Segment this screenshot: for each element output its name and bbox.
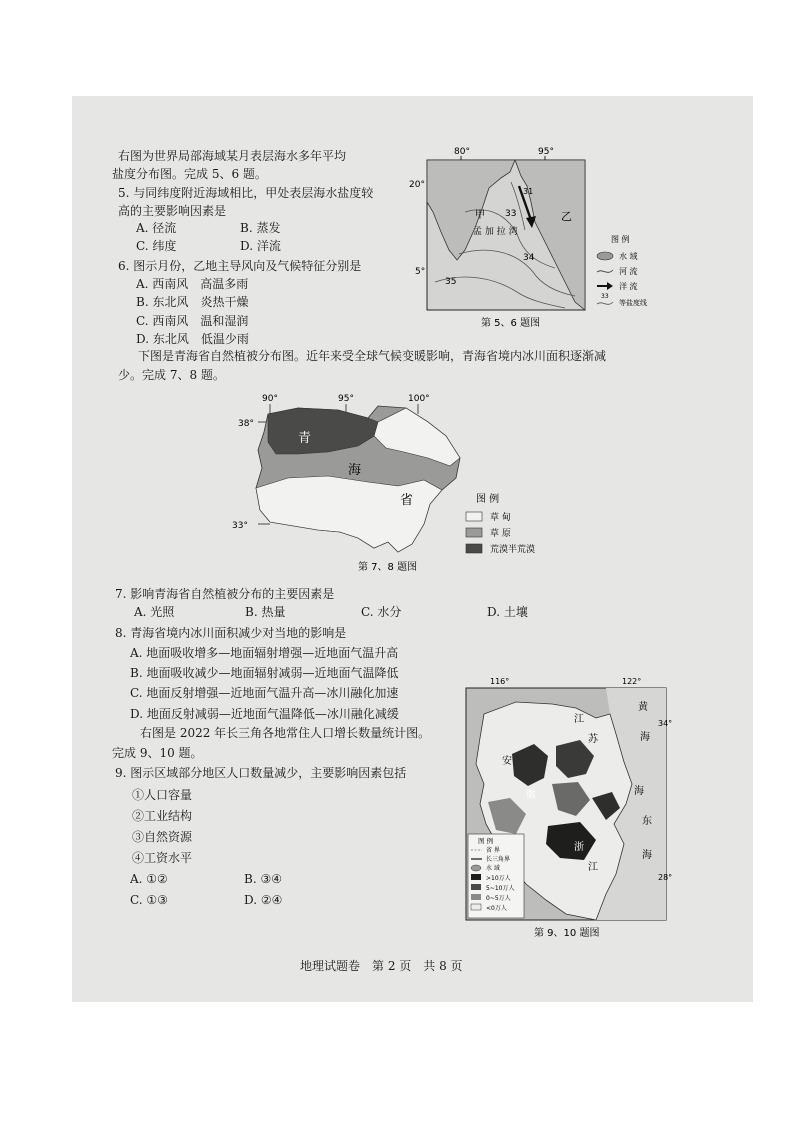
label-jiang: 江 — [574, 714, 584, 725]
label-sea-hai-3: 海 — [642, 850, 652, 861]
map3-legend-delta: 长三角界 — [486, 856, 511, 863]
qinghai-vegetation-map — [228, 392, 568, 574]
lat-28-label: 28° — [658, 873, 673, 882]
q7-stem: 7. 影响青海省自然植被分布的主要因素是 — [115, 587, 335, 601]
q9-option-d: D. ②④ — [244, 893, 283, 907]
q5-option-c: C. 纬度 — [136, 239, 177, 253]
label-sheng: 省 — [400, 493, 414, 508]
q8-stem: 8. 青海省境内冰川面积减少对当地的影响是 — [115, 626, 347, 640]
yangtze-delta-population-map — [456, 674, 678, 940]
legend-meadow-swatch — [466, 512, 482, 521]
lon-100-label: 100° — [408, 394, 430, 404]
map3-legend-5to10: 5~10万人 — [486, 885, 515, 892]
map2-legend-desert: 荒漠半荒漠 — [490, 545, 536, 555]
salinity-map — [405, 142, 673, 332]
intro-7-8-line1: 下图是青海省自然植被分布图。近年来受全球气候变暖影响，青海省境内冰川面积逐渐减 — [138, 349, 607, 363]
map1-legend-iso-sample: 33 — [601, 293, 609, 300]
map3-legend-title: 图 例 — [478, 837, 494, 845]
q7-option-c: C. 水分 — [361, 605, 402, 619]
q6-option-a: A. 西南风 高温多雨 — [136, 277, 249, 291]
intro-7-8-line2: 少。完成 7、8 题。 — [118, 368, 225, 382]
legend-water-swatch — [597, 252, 613, 260]
q5-stem-line2: 高的主要影响因素是 — [118, 204, 227, 218]
intro-5-6-line2: 盐度分布图。完成 5、6 题。 — [112, 167, 267, 181]
map1-legend-current: 洋 流 — [619, 282, 638, 291]
map3-legend-0to5: 0~5万人 — [486, 895, 511, 902]
map3-legend-border: 省 界 — [486, 847, 500, 854]
q9-item-3: ③自然资源 — [132, 830, 193, 844]
label-zhe-jiang: 江 — [588, 862, 598, 873]
label-zhe: 浙 — [574, 842, 584, 853]
label-bay-of-bengal: 孟 加 拉 湾 — [473, 227, 518, 237]
legend-desert-swatch — [466, 544, 482, 553]
lon-95-label: 95° — [538, 147, 554, 157]
lon-122-label: 122° — [622, 677, 642, 686]
legend-river-swatch — [597, 270, 613, 272]
legend-lt0-swatch — [471, 904, 481, 910]
lon-116-label: 116° — [490, 677, 510, 686]
q9-item-2: ②工业结构 — [132, 809, 193, 823]
q8-option-c: C. 地面反射增强—近地面气温升高—冰川融化加速 — [130, 686, 399, 700]
map3-legend-lt0: <0万人 — [486, 905, 507, 912]
q7-option-b: B. 热量 — [245, 605, 286, 619]
isohaline-label-34: 34 — [523, 253, 535, 263]
legend-water-swatch — [471, 865, 481, 871]
lon-80-label: 80° — [454, 147, 470, 157]
legend-grass-swatch — [466, 528, 482, 537]
isohaline-label-33: 33 — [505, 209, 517, 219]
meadow-region — [256, 476, 442, 552]
lat-5-label: 5° — [415, 267, 426, 277]
q5-stem-line1: 5. 与同纬度附近海域相比，甲处表层海水盐度较 — [118, 186, 374, 200]
q6-option-c: C. 西南风 温和湿润 — [136, 314, 249, 328]
map1-legend-title: 图 例 — [611, 235, 630, 244]
label-sea-huang: 黄 — [638, 702, 648, 713]
label-sea-hai-1: 海 — [640, 732, 650, 743]
q6-stem: 6. 图示月份，乙地主导风向及气候特征分别是 — [118, 259, 362, 273]
q5-option-a: A. 径流 — [136, 221, 177, 235]
lat-33-label: 33° — [232, 521, 248, 531]
label-an: 安 — [502, 756, 512, 767]
q8-option-a: A. 地面吸收增多—地面辐射增强—近地面气温升高 — [130, 646, 399, 660]
intro-5-6-line1: 右图为世界局部海域某月表层海水多年平均 — [118, 149, 347, 163]
lat-38-label: 38° — [238, 419, 254, 429]
map3-caption: 第 9、10 题图 — [534, 928, 600, 939]
label-jia: 甲 — [475, 210, 485, 221]
q9-item-1: ①人口容量 — [132, 788, 193, 802]
map1-caption: 第 5、6 题图 — [481, 318, 541, 329]
q9-option-c: C. ①③ — [130, 893, 168, 907]
label-sea-hai-2: 海 — [634, 786, 644, 797]
legend-current-arrowhead — [607, 282, 613, 290]
page-footer: 地理试题卷 第 2 页 共 8 页 — [300, 959, 463, 973]
legend-isohaline-swatch — [597, 302, 613, 304]
intro-9-10-line2: 完成 9、10 题。 — [112, 746, 203, 760]
map1-legend-isohaline: 等盐度线 — [619, 299, 647, 307]
map1-legend-river: 河 流 — [619, 267, 638, 276]
label-hui: 徽 — [526, 790, 536, 801]
q5-option-d: D. 洋流 — [240, 239, 281, 253]
map2-legend-grass: 草 原 — [490, 529, 511, 539]
q6-option-d: D. 东北风 低温少雨 — [136, 332, 249, 346]
q9-stem: 9. 图示区域部分地区人口数量减少，主要影响因素包括 — [115, 766, 407, 780]
q7-option-a: A. 光照 — [134, 605, 175, 619]
map2-legend-meadow: 草 甸 — [490, 513, 511, 523]
lat-34-label: 34° — [658, 719, 673, 728]
legend-gt10-swatch — [471, 874, 481, 880]
map2-caption: 第 7、8 题图 — [358, 562, 418, 573]
map3-legend-gt10: >10万人 — [486, 875, 511, 882]
q8-option-b: B. 地面吸收减少—地面辐射减弱—近地面气温降低 — [130, 666, 399, 680]
lon-95-label: 95° — [338, 394, 354, 404]
q9-option-b: B. ③④ — [244, 872, 282, 886]
lon-90-label: 90° — [262, 394, 278, 404]
lat-20-label: 20° — [409, 180, 425, 190]
label-yi: 乙 — [561, 210, 572, 223]
q9-option-a: A. ①② — [130, 872, 168, 886]
intro-9-10-line1: 右图是 2022 年长三角各地常住人口增长数量统计图。 — [140, 726, 431, 740]
q8-option-d: D. 地面反射减弱—近地面气温降低—冰川融化减缓 — [130, 707, 399, 721]
label-hai: 海 — [348, 463, 362, 478]
q9-item-4: ④工资水平 — [132, 851, 193, 865]
q7-option-d: D. 土壤 — [487, 605, 528, 619]
map3-legend-water: 水 域 — [486, 865, 500, 872]
isohaline-label-35: 35 — [445, 277, 457, 287]
label-sea-dong: 东 — [642, 816, 652, 827]
legend-5to10-swatch — [471, 884, 481, 890]
label-qing: 青 — [298, 431, 312, 446]
legend-0to5-swatch — [471, 894, 481, 900]
q6-option-b: B. 东北风 炎热干燥 — [136, 295, 249, 309]
label-su: 苏 — [588, 734, 598, 745]
map1-legend-water: 水 域 — [619, 252, 638, 261]
map2-legend-title: 图 例 — [476, 494, 500, 505]
isohaline-label-31: 31 — [523, 187, 534, 196]
q5-option-b: B. 蒸发 — [240, 221, 281, 235]
